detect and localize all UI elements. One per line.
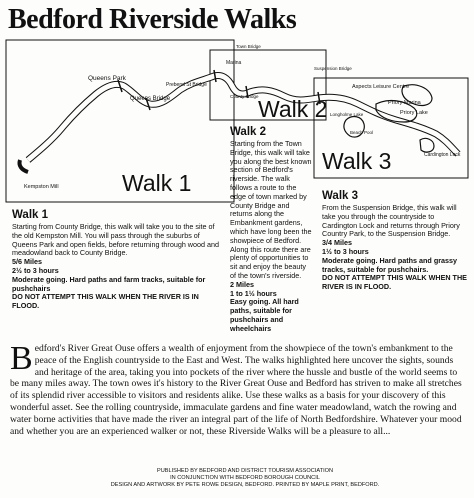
walk3-distance: 3/4 Miles [322, 238, 352, 248]
label-county-bridge: County Bridge [230, 94, 259, 99]
walk1-box [6, 40, 234, 202]
footer-line-3: DESIGN AND ARTWORK BY PETE ROWE DESIGN, BEDFORD. PRINTED BY MAPLE PRINT, BEDFORD. [110, 482, 380, 488]
label-queens-bridge: Queens Bridge [130, 96, 171, 102]
walk1-heading: Walk 1 [12, 209, 49, 221]
walk3-warning: DO NOT ATTEMPT THIS WALK WHEN THE RIVER IS IN FLOOD. [322, 273, 467, 292]
page-title: Bedford Riverside Walks [8, 4, 297, 35]
footer-line-1: PUBLISHED BY BEDFORD AND DISTRICT TOURISM ASSOCIATION [156, 468, 334, 474]
label-cardington-lock: Cardington Lock [424, 152, 461, 158]
walk3-body: From the Suspension Bridge, this walk will take you through the countryside to Cardington Lock and returns through Priory Country Park, to the Suspension Bridge. [322, 203, 460, 239]
walk1-warning: DO NOT ATTEMPT THIS WALK WHEN THE RIVER IS IN FLOOD. [12, 292, 199, 311]
walk1-going: Moderate going. Hard paths and farm tracks, suitable for pushchairs [12, 274, 206, 293]
walk1-map-label: Walk 1 [122, 170, 192, 196]
intro-paragraph [10, 340, 468, 437]
footer-line-2: IN CONJUNCTION WITH BEDFORD BOROUGH COUNCIL [170, 475, 320, 481]
label-priory-marina: Priory Marina [388, 100, 421, 106]
label-prebend-bridge: Prebend St Bridge [166, 82, 207, 88]
label-marina: Marina [226, 60, 242, 66]
intro-dropcap: B [10, 340, 33, 377]
walk1-time: 2½ to 3 hours [12, 265, 59, 275]
walk3-going: Moderate going. Hard paths and grassy tracks, suitable for pushchairs. [322, 255, 457, 274]
label-aspects: Aspects Leisure Centre [352, 84, 410, 90]
label-priory-lake: Priory Lake [400, 110, 428, 116]
walk2-time: 1 to 1½ hours [230, 288, 277, 298]
walk2-section [230, 126, 312, 334]
walk1-body: Starting from County Bridge, this walk will take you to the site of the old Kempston Mill. You will pass through the suburbs of Queens Park and open fields, before returning through wood and meadowland back to County Bridge. [12, 222, 219, 258]
label-town-bridge: Town Bridge [236, 44, 261, 49]
label-longholme: Longholme Lake [330, 112, 364, 117]
walk2-map-label: Walk 2 [258, 96, 328, 122]
walk3-time: 1½ to 3 hours [322, 246, 369, 256]
walk3-heading: Walk 3 [322, 190, 359, 202]
label-suspension-bridge: Suspension Bridge [314, 66, 352, 71]
walk2-distance: 2 Miles [230, 279, 254, 289]
label-queens-park: Queens Park [88, 75, 126, 82]
walk2-body: Starting from the Town Bridge, this walk will take you along the best known section of Bedford's riverside. The walk follows a route to the edge of town marked by County Bridge and returns along the Embankment gardens, which have long been the showpiece of Bedford. Along this route there are plenty of opportunities to sit and enjoy the beauty of the town's riverside. [230, 139, 312, 280]
walk2-heading: Walk 2 [230, 126, 267, 138]
walk1-section [12, 209, 222, 311]
walk3-map-label: Walk 3 [322, 148, 392, 174]
publisher-credits [80, 468, 410, 489]
walk3-section [322, 190, 468, 292]
intro-text: edford's River Great Ouse offers a wealth of enjoyment from the showpiece of the town's embankment to the peace of the English countryside to the East and West. The walks highlighted here uncover the sights, sounds and heritage of the area, taking you into pockets of the river where the hussle and bustle of the world seems to be many miles away. The town owes it's history to the River Great Ouse and Bedford has striven to make all stretches of its splendid river accessible to visitors and residents alike. Use these walks as a basis for your discovery of this wonderful asset. See the rolling countryside, immaculate gardens and fine water meadowland, watch the rowing and water borne activities that have made the river an integral part of the life of North Bedfordshire. Whatever your mood and whether you are an experienced walker or not, these Riverside Walks will be a pleasure to all... [10, 343, 462, 437]
label-beach-pool: Beach Pool [350, 130, 374, 135]
walk2-going: Easy going. All hard paths, suitable for pushchairs and wheelchairs [230, 297, 299, 333]
label-kempston-mill: Kempston Mill [24, 184, 59, 190]
walk1-distance: 5/6 Miles [12, 257, 42, 267]
